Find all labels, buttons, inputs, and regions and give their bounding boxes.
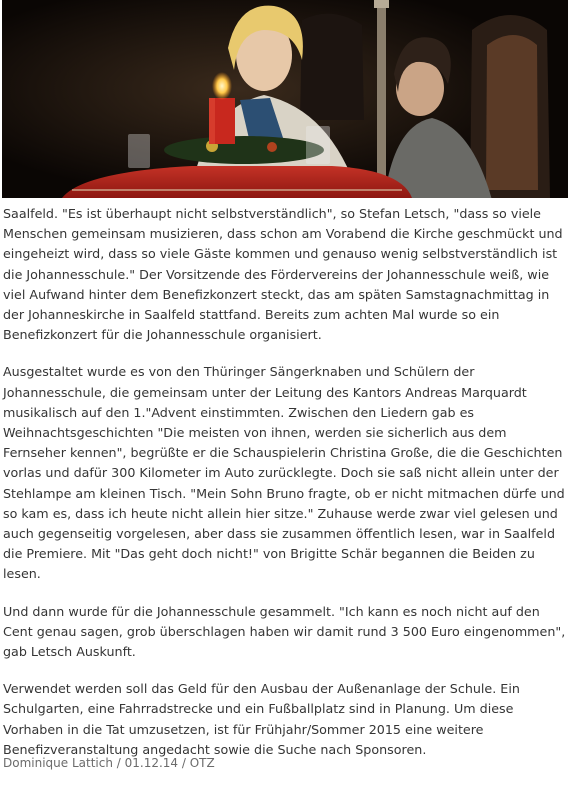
article-paragraph-3: Und dann wurde für die Johannesschule gesammelt. "Ich kann es noch nicht auf den Cent genau sagen, grob überschlagen haben wir damit rund 3 500 Euro eingenommen", gab Letsch Auskunft.	[3, 603, 566, 660]
article-photo	[2, 0, 568, 198]
article-paragraph-2: Ausgestaltet wurde es von den Thüringer Sängerknaben und Schülern der Johannesschule, die gemeinsam unter der Leitung des Kantors Andreas Marquardt musikalisch auf den 1."Advent einstimmten. Zwischen den Liedern gab es Weihnachtsgeschichten "Die meisten von ihnen, werden sie sicherlich aus dem Fernseher kennen", begrüßte er die Schauspielerin Christina Große, die die Geschichten vorlas und dafür 300 Kilometer im Auto zurücklegte. Doch sie saß nicht allein unter der Stehlampe am kleinen Tisch. "Mein Sohn Bruno fragte, ob er nicht mitmachen dürfe und so kam es, dass ich heute nicht allein hier sitze." Zuhause werde zwar viel gelesen und auch gegenseitig vorgelesen, aber dass sie zusammen öffentlich lesen, war in Saalfeld die Premiere. Mit "Das geht doch nicht!" von Brigitte Schär begannen die Beiden zu lesen.	[3, 364, 565, 582]
article-byline: Dominique Lattich / 01.12.14 / OTZ	[3, 756, 215, 770]
article-paragraph-1: Saalfeld. "Es ist überhaupt nicht selbstverständlich", so Stefan Letsch, "dass so viele Menschen gemeinsam musizieren, dass schon am Vorabend die Kirche geschmückt und eingeheizt wird, dass so viele Gäste kommen und genauso wenig selbstverständlich ist die Johannesschule." Der Vorsitzende des Fördervereins der Johannesschule weiß, wie viel Aufwand hinter dem Benefizkonzert steckt, das am späten Samstagnachmittag in der Johanneskirche in Saalfeld stattfand. Bereits zum achten Mal wurde so ein Benefizkonzert für die Johannesschule organisiert.	[3, 206, 563, 343]
article-paragraph-4: Verwendet werden soll das Geld für den Ausbau der Außenanlage der Schule. Ein Schulgarten, eine Fahrradstrecke und ein Fußballplatz sind in Planung. Um diese Vorhaben in die Tat umzusetzen, ist für Frühjahr/Sommer 2015 eine weitere Benefizveranstaltung angedacht sowie die Suche nach Sponsoren.	[3, 681, 520, 757]
article-body	[3, 204, 569, 777]
photo-scene	[2, 0, 568, 198]
